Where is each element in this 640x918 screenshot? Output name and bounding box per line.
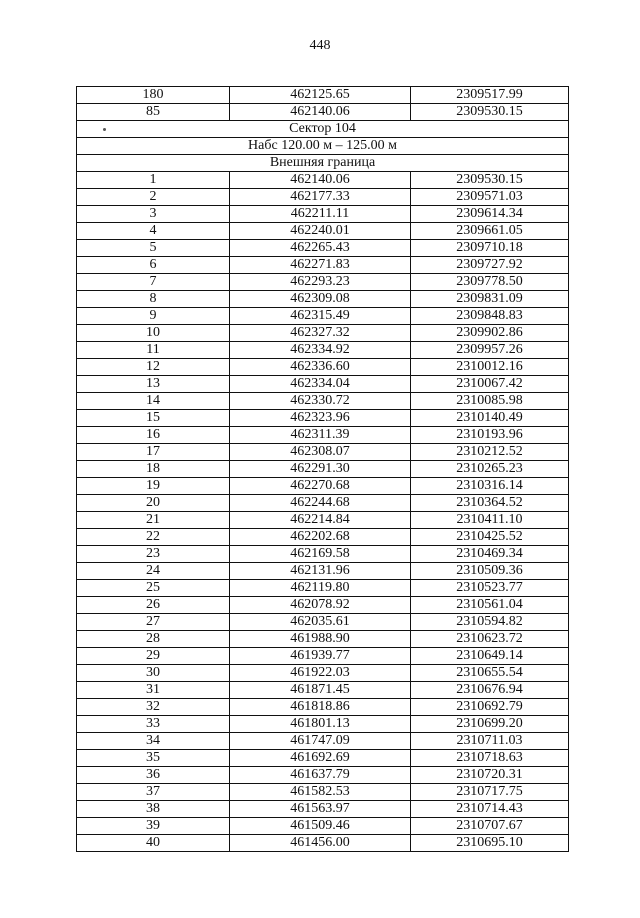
point-number-cell: 6 <box>77 257 230 274</box>
point-number-cell: 5 <box>77 240 230 257</box>
table-row <box>77 631 569 648</box>
table-row <box>77 189 569 206</box>
y-coordinate-cell: 2309517.99 <box>411 87 569 104</box>
table-row <box>77 801 569 818</box>
point-number-cell: 2 <box>77 189 230 206</box>
x-coordinate-cell: 461637.79 <box>230 767 411 784</box>
point-number-cell: 38 <box>77 801 230 818</box>
table-row <box>77 699 569 716</box>
coordinates-table <box>76 86 569 852</box>
x-coordinate-cell: 462078.92 <box>230 597 411 614</box>
point-number-cell: 18 <box>77 461 230 478</box>
point-number-cell: 36 <box>77 767 230 784</box>
y-coordinate-cell: 2310469.34 <box>411 546 569 563</box>
y-coordinate-cell: 2310714.43 <box>411 801 569 818</box>
point-number-cell: 1 <box>77 172 230 189</box>
point-number-cell: 11 <box>77 342 230 359</box>
y-coordinate-cell: 2310523.77 <box>411 580 569 597</box>
x-coordinate-cell: 461922.03 <box>230 665 411 682</box>
y-coordinate-cell: 2310265.23 <box>411 461 569 478</box>
y-coordinate-cell: 2310717.75 <box>411 784 569 801</box>
point-number-cell: 27 <box>77 614 230 631</box>
section-header-row <box>77 155 569 172</box>
y-coordinate-cell: 2310594.82 <box>411 614 569 631</box>
x-coordinate-cell: 461988.90 <box>230 631 411 648</box>
point-number-cell: 30 <box>77 665 230 682</box>
y-coordinate-cell: 2310085.98 <box>411 393 569 410</box>
x-coordinate-cell: 461509.46 <box>230 818 411 835</box>
point-number-cell: 34 <box>77 733 230 750</box>
x-coordinate-cell: 462293.23 <box>230 274 411 291</box>
point-number-cell: 33 <box>77 716 230 733</box>
x-coordinate-cell: 462125.65 <box>230 87 411 104</box>
point-number-cell: 32 <box>77 699 230 716</box>
table-row <box>77 648 569 665</box>
x-coordinate-cell: 462140.06 <box>230 172 411 189</box>
point-number-cell: 16 <box>77 427 230 444</box>
y-coordinate-cell: 2310561.04 <box>411 597 569 614</box>
x-coordinate-cell: 462140.06 <box>230 104 411 121</box>
y-coordinate-cell: 2309530.15 <box>411 172 569 189</box>
table-row <box>77 546 569 563</box>
x-coordinate-cell: 462334.04 <box>230 376 411 393</box>
table-row <box>77 614 569 631</box>
point-number-cell: 85 <box>77 104 230 121</box>
y-coordinate-cell: 2310623.72 <box>411 631 569 648</box>
y-coordinate-cell: 2310699.20 <box>411 716 569 733</box>
point-number-cell: 39 <box>77 818 230 835</box>
x-coordinate-cell: 461563.97 <box>230 801 411 818</box>
y-coordinate-cell: 2310411.10 <box>411 512 569 529</box>
x-coordinate-cell: 462211.11 <box>230 206 411 223</box>
table-row <box>77 733 569 750</box>
scan-speck <box>103 128 106 131</box>
x-coordinate-cell: 462308.07 <box>230 444 411 461</box>
section-header-row <box>77 121 569 138</box>
y-coordinate-cell: 2310692.79 <box>411 699 569 716</box>
table-row <box>77 172 569 189</box>
table-row <box>77 325 569 342</box>
coordinates-table-body <box>77 87 569 852</box>
page-number: 448 <box>309 38 331 53</box>
x-coordinate-cell: 462315.49 <box>230 308 411 325</box>
y-coordinate-cell: 2309710.18 <box>411 240 569 257</box>
y-coordinate-cell: 2310316.14 <box>411 478 569 495</box>
point-number-cell: 24 <box>77 563 230 580</box>
point-number-cell: 14 <box>77 393 230 410</box>
y-coordinate-cell: 2310212.52 <box>411 444 569 461</box>
table-row <box>77 478 569 495</box>
y-coordinate-cell: 2310012.16 <box>411 359 569 376</box>
table-row <box>77 223 569 240</box>
point-number-cell: 37 <box>77 784 230 801</box>
table-row <box>77 529 569 546</box>
table-row <box>77 257 569 274</box>
x-coordinate-cell: 462035.61 <box>230 614 411 631</box>
y-coordinate-cell: 2309902.86 <box>411 325 569 342</box>
point-number-cell: 180 <box>77 87 230 104</box>
y-coordinate-cell: 2310649.14 <box>411 648 569 665</box>
table-row <box>77 784 569 801</box>
sector-title: Сектор 104 <box>77 121 569 138</box>
x-coordinate-cell: 462270.68 <box>230 478 411 495</box>
x-coordinate-cell: 462169.58 <box>230 546 411 563</box>
point-number-cell: 17 <box>77 444 230 461</box>
table-row <box>77 444 569 461</box>
table-row <box>77 274 569 291</box>
point-number-cell: 40 <box>77 835 230 852</box>
x-coordinate-cell: 462119.80 <box>230 580 411 597</box>
x-coordinate-cell: 462240.01 <box>230 223 411 240</box>
x-coordinate-cell: 462311.39 <box>230 427 411 444</box>
point-number-cell: 15 <box>77 410 230 427</box>
y-coordinate-cell: 2310425.52 <box>411 529 569 546</box>
point-number-cell: 31 <box>77 682 230 699</box>
x-coordinate-cell: 462177.33 <box>230 189 411 206</box>
table-row <box>77 87 569 104</box>
table-row <box>77 597 569 614</box>
x-coordinate-cell: 462334.92 <box>230 342 411 359</box>
point-number-cell: 23 <box>77 546 230 563</box>
point-number-cell: 3 <box>77 206 230 223</box>
y-coordinate-cell: 2309571.03 <box>411 189 569 206</box>
table-row <box>77 410 569 427</box>
table-row <box>77 682 569 699</box>
point-number-cell: 10 <box>77 325 230 342</box>
table-row <box>77 240 569 257</box>
table-row <box>77 308 569 325</box>
y-coordinate-cell: 2310140.49 <box>411 410 569 427</box>
point-number-cell: 28 <box>77 631 230 648</box>
point-number-cell: 22 <box>77 529 230 546</box>
table-row <box>77 818 569 835</box>
table-row <box>77 512 569 529</box>
x-coordinate-cell: 461456.00 <box>230 835 411 852</box>
y-coordinate-cell: 2310695.10 <box>411 835 569 852</box>
x-coordinate-cell: 462131.96 <box>230 563 411 580</box>
point-number-cell: 13 <box>77 376 230 393</box>
point-number-cell: 4 <box>77 223 230 240</box>
table-row <box>77 206 569 223</box>
x-coordinate-cell: 462330.72 <box>230 393 411 410</box>
table-row <box>77 359 569 376</box>
point-number-cell: 12 <box>77 359 230 376</box>
x-coordinate-cell: 461818.86 <box>230 699 411 716</box>
table-row <box>77 104 569 121</box>
y-coordinate-cell: 2309831.09 <box>411 291 569 308</box>
x-coordinate-cell: 462271.83 <box>230 257 411 274</box>
x-coordinate-cell: 462291.30 <box>230 461 411 478</box>
y-coordinate-cell: 2310711.03 <box>411 733 569 750</box>
y-coordinate-cell: 2309727.92 <box>411 257 569 274</box>
x-coordinate-cell: 462214.84 <box>230 512 411 529</box>
table-row <box>77 767 569 784</box>
x-coordinate-cell: 461582.53 <box>230 784 411 801</box>
table-row <box>77 835 569 852</box>
y-coordinate-cell: 2310509.36 <box>411 563 569 580</box>
x-coordinate-cell: 462309.08 <box>230 291 411 308</box>
x-coordinate-cell: 462244.68 <box>230 495 411 512</box>
y-coordinate-cell: 2310655.54 <box>411 665 569 682</box>
point-number-cell: 19 <box>77 478 230 495</box>
x-coordinate-cell: 462323.96 <box>230 410 411 427</box>
y-coordinate-cell: 2310720.31 <box>411 767 569 784</box>
x-coordinate-cell: 462265.43 <box>230 240 411 257</box>
table-row <box>77 291 569 308</box>
y-coordinate-cell: 2309778.50 <box>411 274 569 291</box>
boundary-label: Внешняя граница <box>77 155 569 172</box>
x-coordinate-cell: 462336.60 <box>230 359 411 376</box>
table-row <box>77 393 569 410</box>
table-row <box>77 750 569 767</box>
x-coordinate-cell: 461939.77 <box>230 648 411 665</box>
height-range: Набс 120.00 м – 125.00 м <box>77 138 569 155</box>
point-number-cell: 35 <box>77 750 230 767</box>
y-coordinate-cell: 2310067.42 <box>411 376 569 393</box>
table-row <box>77 427 569 444</box>
table-row <box>77 563 569 580</box>
y-coordinate-cell: 2310707.67 <box>411 818 569 835</box>
table-row <box>77 716 569 733</box>
point-number-cell: 25 <box>77 580 230 597</box>
table-row <box>77 342 569 359</box>
point-number-cell: 9 <box>77 308 230 325</box>
point-number-cell: 26 <box>77 597 230 614</box>
table-row <box>77 580 569 597</box>
x-coordinate-cell: 461871.45 <box>230 682 411 699</box>
y-coordinate-cell: 2309614.34 <box>411 206 569 223</box>
table-row <box>77 665 569 682</box>
x-coordinate-cell: 461692.69 <box>230 750 411 767</box>
point-number-cell: 29 <box>77 648 230 665</box>
x-coordinate-cell: 462327.32 <box>230 325 411 342</box>
y-coordinate-cell: 2310718.63 <box>411 750 569 767</box>
y-coordinate-cell: 2309957.26 <box>411 342 569 359</box>
section-header-row <box>77 138 569 155</box>
table-row <box>77 461 569 478</box>
x-coordinate-cell: 461801.13 <box>230 716 411 733</box>
y-coordinate-cell: 2309530.15 <box>411 104 569 121</box>
point-number-cell: 21 <box>77 512 230 529</box>
point-number-cell: 8 <box>77 291 230 308</box>
table-row <box>77 495 569 512</box>
table-row <box>77 376 569 393</box>
y-coordinate-cell: 2310676.94 <box>411 682 569 699</box>
y-coordinate-cell: 2309661.05 <box>411 223 569 240</box>
point-number-cell: 20 <box>77 495 230 512</box>
point-number-cell: 7 <box>77 274 230 291</box>
y-coordinate-cell: 2309848.83 <box>411 308 569 325</box>
x-coordinate-cell: 461747.09 <box>230 733 411 750</box>
x-coordinate-cell: 462202.68 <box>230 529 411 546</box>
y-coordinate-cell: 2310364.52 <box>411 495 569 512</box>
y-coordinate-cell: 2310193.96 <box>411 427 569 444</box>
